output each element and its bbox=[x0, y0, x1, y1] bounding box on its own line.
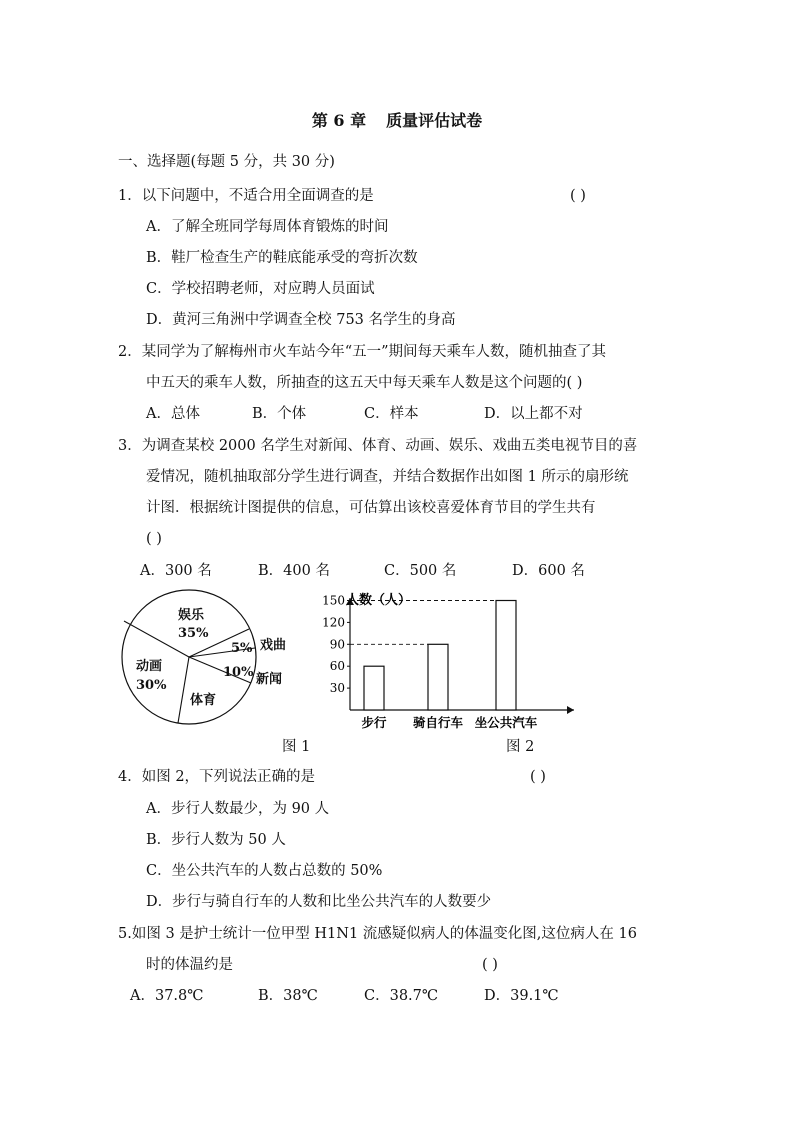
q3-line2: 爱情况，随机抽取部分学生进行调查，并结合数据作出如图 1 所示的扇形统 bbox=[146, 469, 629, 485]
q5-option-d: D．39.1℃ bbox=[484, 988, 559, 1004]
q4-answer-bracket: ( ) bbox=[530, 769, 546, 785]
pie-label-yule-pct: 35% bbox=[178, 626, 209, 641]
q1-option-b: B．鞋厂检查生产的鞋底能承受的弯折次数 bbox=[146, 250, 418, 266]
pie-label-donghua: 动画 bbox=[136, 659, 163, 674]
q5-line2: 时的体温约是 bbox=[146, 957, 233, 973]
pie-label-xiqu-pct: 5% bbox=[231, 641, 253, 656]
q3-line3: 计图．根据统计图提供的信息，可估算出该校喜爱体育节目的学生共有 bbox=[146, 500, 596, 516]
q2-line2: 中五天的乘车人数，所抽查的这五天中每天乘车人数是这个问题的( ) bbox=[146, 375, 583, 391]
q3-option-b: B．400 名 bbox=[258, 563, 330, 579]
pie-chart bbox=[110, 582, 310, 742]
x-category-label: 步行 bbox=[361, 715, 387, 730]
q2-line1: 2．某同学为了解梅州市火车站今年“五一”期间每天乘车人数，随机抽查了其 bbox=[118, 344, 607, 360]
bar bbox=[496, 601, 516, 711]
q5-option-c: C．38.7℃ bbox=[364, 988, 439, 1004]
q4-stem: 4．如图 2，下列说法正确的是 bbox=[118, 769, 316, 785]
y-tick-label: 150 bbox=[322, 593, 345, 608]
pie-label-yule: 娱乐 bbox=[178, 608, 205, 623]
q2-option-d: D．以上都不对 bbox=[484, 406, 583, 422]
pie-label-tiyu: 体育 bbox=[190, 693, 217, 708]
y-tick-label: 30 bbox=[329, 681, 345, 696]
q4-option-b: B．步行人数为 50 人 bbox=[146, 832, 286, 848]
section-heading: 一、选择题(每题 5 分，共 30 分) bbox=[118, 154, 335, 170]
bar-chart bbox=[318, 588, 588, 738]
chapter-name: 质量评估试卷 bbox=[386, 111, 483, 130]
y-tick-label: 60 bbox=[329, 659, 345, 674]
x-category-label: 骑自行车 bbox=[412, 715, 464, 730]
pie-label-xiqu: 戏曲 bbox=[260, 638, 287, 653]
q1-stem: 1．以下问题中，不适合用全面调查的是 bbox=[118, 188, 374, 204]
y-tick-label: 90 bbox=[329, 637, 345, 652]
q5-option-a: A．37.8℃ bbox=[130, 988, 204, 1004]
chapter-number: 第 6 章 bbox=[311, 111, 367, 130]
q4-option-d: D．步行与骑自行车的人数和比坐公共汽车的人数要少 bbox=[146, 894, 492, 910]
q1-option-d: D．黄河三角洲中学调查全校 753 名学生的身高 bbox=[146, 312, 456, 328]
figure2-caption: 图 2 bbox=[506, 739, 535, 755]
bar bbox=[428, 644, 448, 710]
pie-label-xinwen: 新闻 bbox=[256, 672, 283, 687]
q2-option-a: A．总体 bbox=[146, 406, 200, 422]
y-axis-label: 人数（人） bbox=[346, 593, 412, 608]
q3-answer-bracket: ( ) bbox=[146, 531, 162, 547]
q3-option-c: C．500 名 bbox=[384, 563, 457, 579]
bar bbox=[364, 666, 384, 710]
figure1-caption: 图 1 bbox=[282, 739, 311, 755]
q4-option-a: A．步行人数最少，为 90 人 bbox=[146, 801, 330, 817]
q5-option-b: B．38℃ bbox=[258, 988, 318, 1004]
q5-line1: 5.如图 3 是护士统计一位甲型 H1N1 流感疑似病人的体温变化图,这位病人在 16 bbox=[118, 926, 637, 942]
q4-option-c: C．坐公共汽车的人数占总数的 50% bbox=[146, 863, 383, 879]
q1-option-a: A．了解全班同学每周体育锻炼的时间 bbox=[146, 219, 389, 235]
y-tick-label: 120 bbox=[322, 615, 345, 630]
q5-answer-bracket: ( ) bbox=[482, 957, 498, 973]
pie-label-donghua-pct: 30% bbox=[136, 678, 167, 693]
q3-option-d: D．600 名 bbox=[512, 563, 585, 579]
q1-option-c: C．学校招聘老师，对应聘人员面试 bbox=[146, 281, 375, 297]
x-category-label: 坐公共汽车 bbox=[474, 715, 538, 730]
pie-label-xinwen-pct: 10% bbox=[223, 665, 254, 680]
q2-option-c: C．样本 bbox=[364, 406, 419, 422]
q2-option-b: B．个体 bbox=[252, 406, 307, 422]
x-axis-arrow bbox=[567, 706, 574, 714]
q3-line1: 3．为调查某校 2000 名学生对新闻、体育、动画、娱乐、戏曲五类电视节目的喜 bbox=[118, 438, 638, 454]
q3-option-a: A．300 名 bbox=[140, 563, 212, 579]
q1-answer-bracket: ( ) bbox=[570, 188, 586, 204]
page-title bbox=[0, 108, 794, 131]
